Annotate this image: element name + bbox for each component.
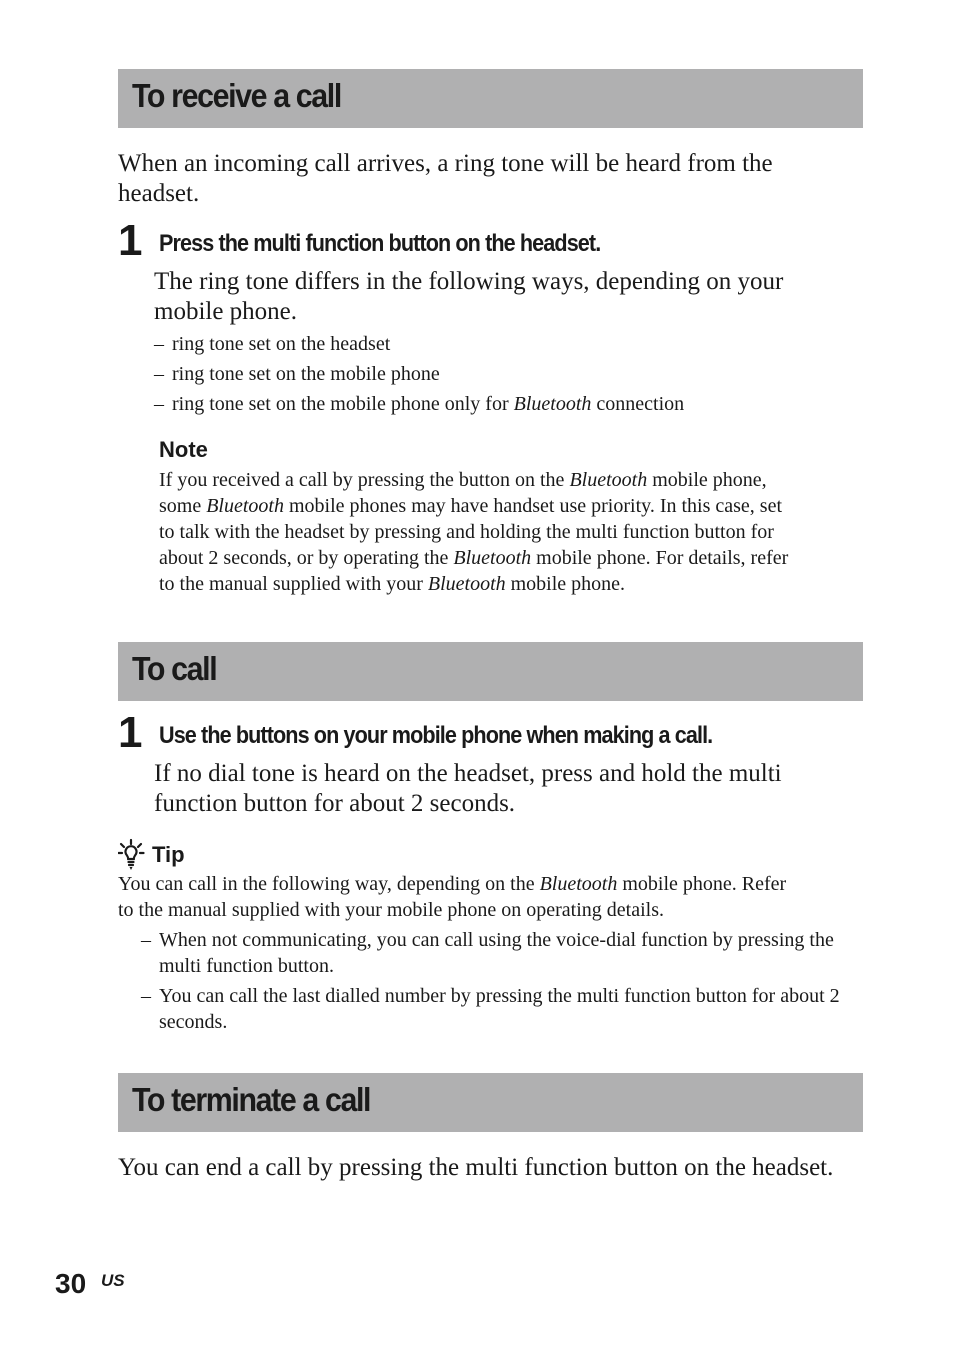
tip-text: You can call in the following way, depending on the Bluetooth mobile phone. Refer to the manual supplied with your mobile phone on operating details. <box>118 873 787 921</box>
receive-intro: When an incoming call arrives, a ring tone will be heard from the headset. <box>118 150 773 207</box>
section-header-receive <box>118 69 863 128</box>
tip-list-item: – When not communicating, you can call using the voice-dial function by pressing the multi function button. <box>141 929 834 977</box>
list-item: – ring tone set on the mobile phone only for Bluetooth connection <box>154 393 685 415</box>
note-text: If you received a call by pressing the button on the Bluetooth mobile phone, some Bluetooth mobile phones may have handset use priority. In this case, set to talk with the headset by pressing and holding the multi function button for about 2 seconds, or by operating the Bluetooth mobile phone. For details, refer to the manual supplied with your Bluetooth mobile phone. <box>159 469 789 595</box>
lightbulb-icon <box>118 838 150 872</box>
step-heading: Use the buttons on your mobile phone when making a call. <box>159 722 713 749</box>
region-code: US <box>101 1271 125 1290</box>
step-number: 1 <box>118 708 143 757</box>
section-title: To terminate a call <box>132 1081 371 1118</box>
section-title: To receive a call <box>132 77 341 114</box>
list-item: – ring tone set on the mobile phone <box>154 363 440 385</box>
section-header-terminate <box>118 1073 863 1132</box>
list-item: – ring tone set on the headset <box>154 333 391 355</box>
step-number: 1 <box>118 216 143 265</box>
step-body: The ring tone differs in the following ways, depending on your mobile phone. <box>154 268 784 325</box>
tip-list-item: – You can call the last dialled number by pressing the multi function button for about 2 seconds. <box>141 985 840 1033</box>
note-label: Note <box>159 437 208 462</box>
terminate-body: You can end a call by pressing the multi function button on the headset. <box>118 1154 834 1181</box>
section-header-call <box>118 642 863 701</box>
page-number: 30 <box>55 1268 87 1299</box>
step-heading: Press the multi function button on the headset. <box>159 230 601 257</box>
step-body: If no dial tone is heard on the headset, press and hold the multi function button for about 2 seconds. <box>154 760 782 817</box>
tip-label: Tip <box>152 842 185 867</box>
section-title: To call <box>132 650 217 687</box>
